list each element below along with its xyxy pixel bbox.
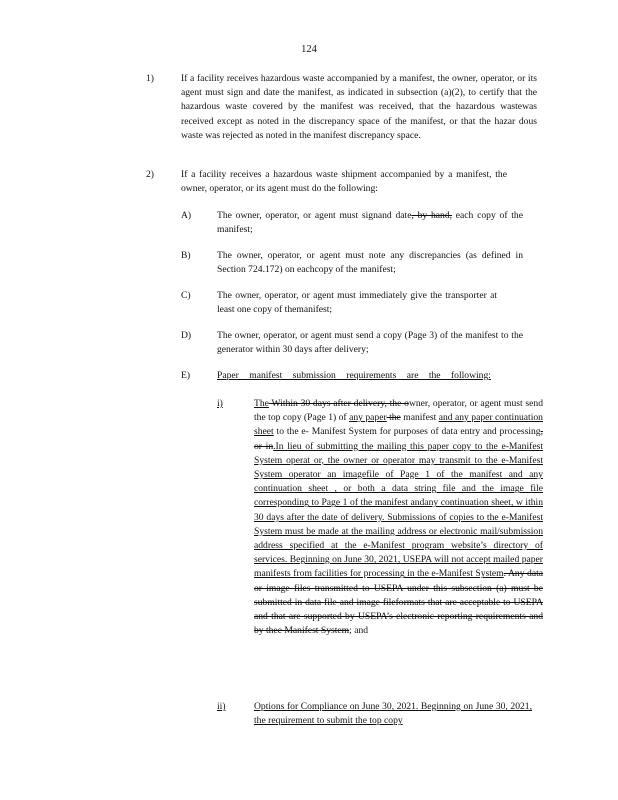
subitem-e-marker: E) bbox=[181, 370, 191, 381]
e-i-text-2: manifest bbox=[400, 412, 439, 424]
e-i-text-1: wner, operator, or agent must send the top copy (Page 1) of bbox=[254, 398, 544, 424]
item-1-marker: 1) bbox=[146, 73, 154, 84]
e-i-inserted-2: any paper bbox=[349, 412, 387, 424]
subitem-c-text: The owner, operator, or agent must immediately give the transporter at least one copy of themanifest; bbox=[217, 290, 497, 316]
e-i-deleted-4: . Any data or image files transmitted to USEPA under this subsection (a) must be submitted in data file and image fileformats that are acceptable to USEPA and that are supported by USEPA’s electronic reporting requirements and by thee Manifest System bbox=[254, 568, 544, 637]
subitem-c-marker: C) bbox=[181, 290, 191, 301]
page-number: 124 bbox=[301, 44, 317, 55]
subitem-e-i-text bbox=[254, 397, 543, 638]
e-i-deleted-3: , or in bbox=[254, 426, 543, 452]
subitem-a-text-part1: The owner, operator, or agent must signand date bbox=[217, 210, 412, 221]
e-i-inserted-4: .In lieu of submitting the mailing this paper copy to the e-Manifest System operat or, the owner or operator may transmit to the e-Manifest System operator an imagefile of Page 1 of the manifest and any continuation sheet , or both a data string file and the image file corresponding to Page 1 of the manifest andany continuation sheet, w ithin 30 days after the date of delivery. Submissions of copies to the e-Manifest System must be made at the mailing address or electronic mail/submission address specified at the e-Manifest program website’s directory of services. Beginning on June 30, 2021, USEPA will not accept mailed paper manifests from facilities for processing in the e-Manifest System bbox=[254, 440, 544, 580]
subitem-e-ii-marker: ii) bbox=[217, 701, 226, 712]
subitem-e-text: Paper manifest submission requirements are the following: bbox=[217, 370, 491, 381]
subitem-e-ii-text: Options for Compliance on June 30, 2021. Beginning on June 30, 2021, the requirement to submit the top copy bbox=[254, 701, 532, 727]
subitem-e-i-marker: i) bbox=[217, 398, 223, 409]
item-2-text: If a facility receives a hazardous waste shipment accompanied by a manifest, the owner, operator, or its agent must do the following: bbox=[181, 169, 507, 195]
subitem-a-deleted-text: , by hand, bbox=[411, 210, 453, 221]
e-i-inserted-1: The bbox=[254, 398, 269, 409]
subitem-a-text bbox=[217, 209, 523, 237]
e-i-inserted-3: and any paper continuation sheet bbox=[254, 412, 543, 438]
item-1-text: If a facility receives hazardous waste accompanied by a manifest, the owner, operator, or its agent must sign and date the manifest, as indicated in subsection (a)(2), to certify that the hazardous waste covered by the manifest was received, that the hazardous wastewas received except as noted in the discrepancy space of the manifest, or that the hazar dous waste was rejected as noted in the manifest discrepancy space. bbox=[181, 73, 537, 141]
e-i-deleted-2: the bbox=[386, 412, 401, 424]
subitem-d-text: The owner, operator, or agent must send a copy (Page 3) of the manifest to the generator within 30 days after delivery; bbox=[217, 330, 523, 356]
subitem-a-text-part2: each copy of the manifest; bbox=[217, 210, 523, 236]
subitem-b-marker: B) bbox=[181, 250, 191, 261]
subitem-a-marker: A) bbox=[181, 210, 192, 221]
subitem-d-marker: D) bbox=[181, 330, 192, 341]
item-2-marker: 2) bbox=[146, 169, 154, 180]
e-i-deleted-1: Within 30 days after delivery, the o bbox=[268, 398, 409, 409]
subitem-b-text: The owner, operator, or agent must note any discrepancies (as defined in Section 724.172) on eachcopy of the manifest; bbox=[217, 250, 523, 276]
e-i-text-3: to the e- Manifest System for purposes of data entry and processing bbox=[273, 426, 541, 438]
e-i-text-4: ; and bbox=[349, 625, 369, 637]
